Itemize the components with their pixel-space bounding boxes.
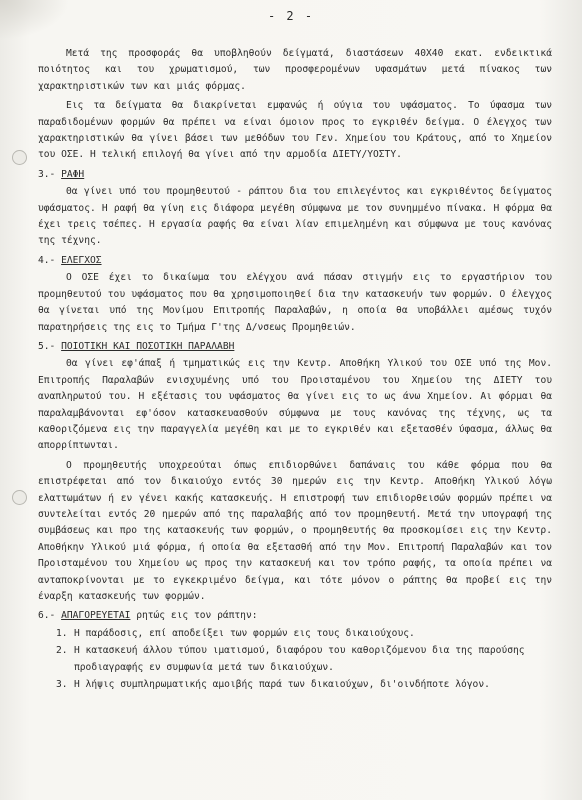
list-item: 1. Η παράδοσις, επί αποδείξει των φορμών εις τους δικαιούχους. — [56, 627, 415, 639]
prohibitions-list — [38, 626, 552, 694]
page-number: - 2 - — [267, 9, 315, 23]
paragraph-sample-control: Εις τα δείγματα θα διακρίνεται εμφανώς ή ούγια του υφάσματος. Το ύφασμα των παραδιδομένων φορμών θα πρέπει να είναι όμοιον προς το εγκριθέν δείγμα. Ο έλεγχος των χαρακτηριστικών θα γίνει βάσει των μεθόδων του Γεν. Χημείου του Κράτους, από το Χημείον του ΟΣΕ. Η τελική επιλογή θα γίνει από την αρμοδία ΔΙΕΤΥ/ΥΟΣΤΥ. — [38, 100, 552, 161]
punch-hole — [12, 490, 27, 505]
paragraph-sewing: Θα γίνει υπό του προμηθευτού - ράπτου δια του επιλεγέντος και εγκριθέντος δείγματος υφάσματος. Η ραφή θα γίνη εις διάφορα μεγέθη σύμφωνα με τον συνημμένο πίνακα. Η φόρμα θα έχει τρεις τσέπες. Η εργασία ραφής θα είναι λίαν επιμελημένη και σύμφωνα με τους κανόνας της τέχνης. — [38, 186, 552, 247]
section-heading-sewing: 3.- ΡΑΦΗ — [38, 168, 85, 180]
paragraph-samples: Μετά της προσφοράς θα υποβληθούν δείγματά, διαστάσεων 40Χ40 εκατ. ενδεικτικά ποιότητος και του χρωματισμού, των προσφερομένων υφασμάτων μετά πίνακος των χαρακτηριστικών των και μιάς φόρμας. — [38, 48, 552, 92]
document-body — [38, 46, 552, 694]
punch-hole — [12, 150, 27, 165]
paragraph-repairs: Ο προμηθευτής υποχρεούται όπως επιδιορθώνει δαπάναις του κάθε φόρμα που θα επιστρέφεται από τον δικαιούχο εντός 30 ημερών εις την Κεντρ. Αποθήκη Υλικού λόγω ελαττωμάτων ή εν γένει κακής κατασκευής. Η επιστροφή των επιδιορθεισών φορμών πρέπει να συντελείται εντός 20 ημερών από της παραλαβής από τον προμηθευτή. Μετά την υπογραφή της συμβάσεως και προ της κατασκευής των φορμών, ο προμηθευτής θα προσκομίσει εις την Κεντρ. Αποθήκην Υλικού μιά φόρμα, ή οποία θα εξετασθή από την Μον. Επιτροπή Παραλαβών και τον Προισταμένου του Χημείου ως προς την κατασκευή και τον τρόπο ραφής, τα οποία πρέπει να ανταποκρίνονται με το εγκεκριμένο δείγμα, και τότε μόνον ο ράπτης θα προβεί εις την έναρξη κατασκευής των φορμών. — [38, 459, 552, 602]
section-heading-prohibited: 6.- ΑΠΑΓΟΡΕΥΕΤΑΙ ρητώς εις τον ράπτην: — [38, 610, 258, 622]
list-item: 2. Η κατασκευή άλλου τύπου ιματισμού, διαφόρου του καθοριζόμενου δια της παρούσης προδιαγραφής εν συμφωνία μετά των δικαιούχων. — [56, 645, 525, 673]
list-item: 3. Η λήψις συμπληρωματικής αμοιβής παρά των δικαιούχων, δι'οινδήποτε λόγον. — [56, 679, 490, 691]
section-heading-acceptance: 5.- ΠΟΙΟΤΙΚΗ ΚΑΙ ΠΟΣΟΤΙΚΗ ΠΑΡΑΛΑΒΗ — [38, 340, 235, 352]
paragraph-acceptance: Θα γίνει εφ'άπαξ ή τμηματικώς εις την Κεντρ. Αποθήκη Υλικού του ΟΣΕ υπό της Μον. Επιτροπής Παραλαβών ενισχυμένης υπό του Προισταμένου του Χημείου της ΔΙΕΤΥ του αναπληρωτού του. Η εξέτασις του υφάσματος θα γίνει εις το ως άνω Χημείον. Αι φόρμαι θα παραλαμβάνονται εφ'όσον κατασκευασθούν σύμφωνα με τους κανόνας της τέχνης, ως τα καθοριζόμενα εις την παραγγελία μεγέθη και με το εγκριθέν και εξετασθέν ύφασμα, άλλως θα απορρίπτωνται. — [38, 358, 552, 452]
paragraph-inspection: Ο ΟΣΕ έχει το δικαίωμα του ελέγχου ανά πάσαν στιγμήν εις το εργαστήριον του προμηθευτού του υφάσματος που θα χρησιμοποιηθεί δια την κατασκευήν των φορμών. Ο έλεγχος θα γίνεται υπό της Μονίμου Επιτροπής Παραλαβών, η οποία θα υποβάλλει αμέσως τυχόν παρατηρήσεις της εις το Τμήμα Γ'της Δ/νσεως Προμηθειών. — [38, 272, 552, 333]
section-heading-inspection: 4.- ΕΛΕΓΧΟΣ — [38, 254, 102, 266]
